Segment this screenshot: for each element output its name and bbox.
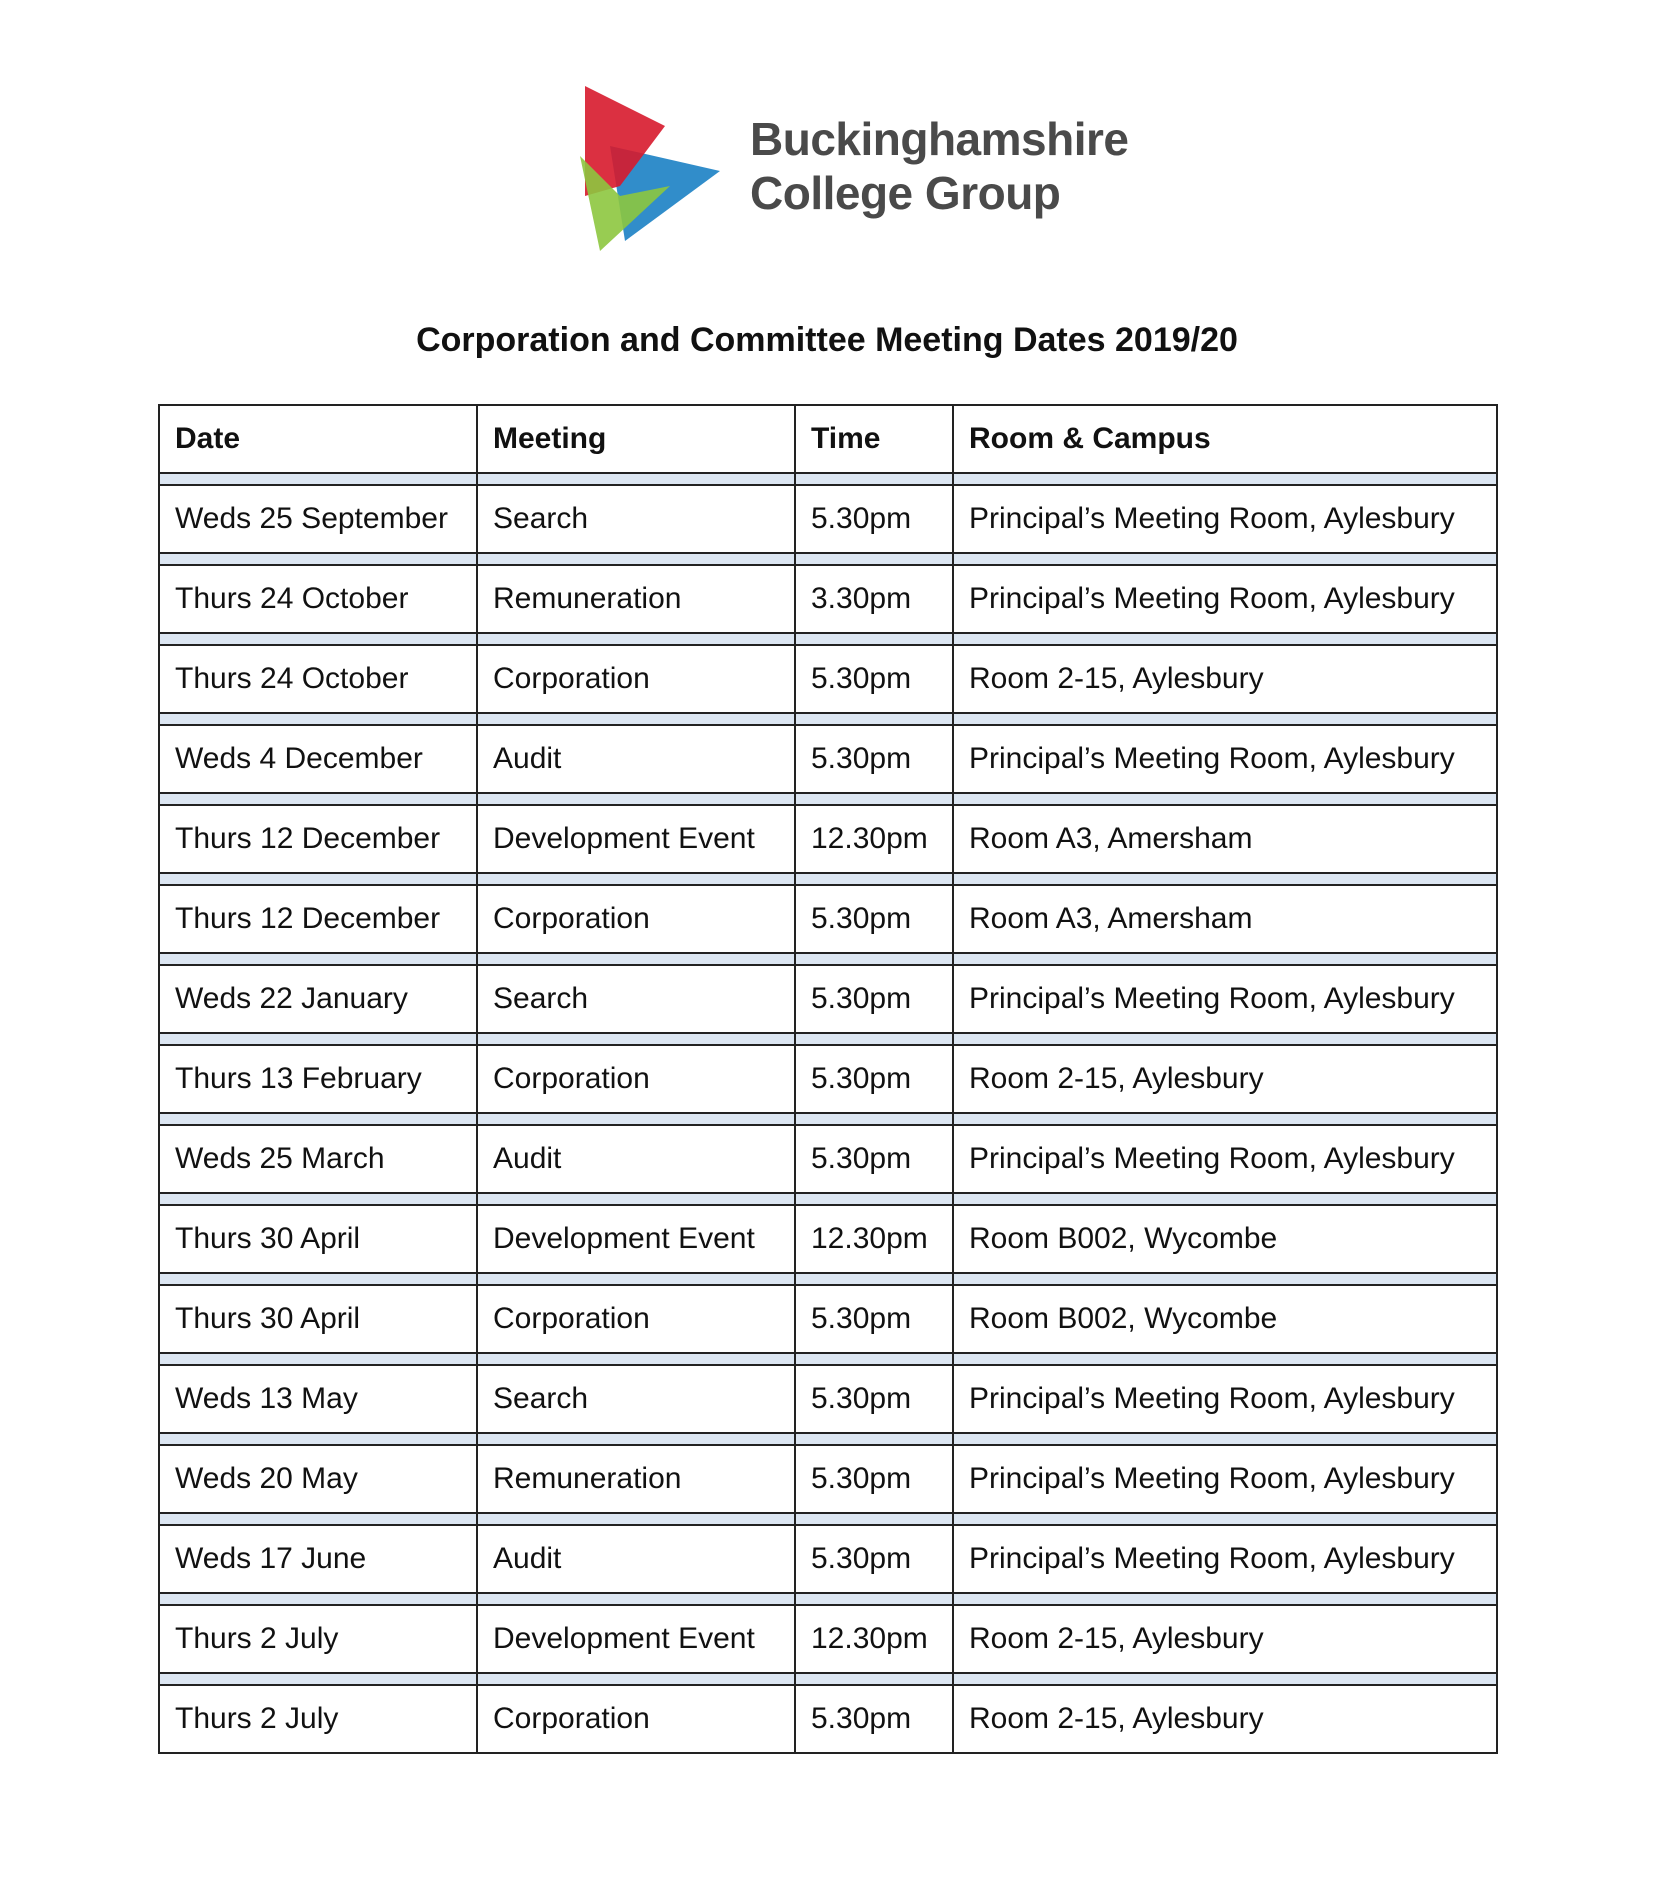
cell-time: 12.30pm <box>795 805 953 873</box>
cell-date: Thurs 30 April <box>159 1205 477 1273</box>
cell-meeting: Corporation <box>477 1045 795 1113</box>
divider-cell <box>795 1193 953 1205</box>
cell-meeting: Remuneration <box>477 1445 795 1513</box>
row-divider <box>159 1193 1497 1205</box>
cell-meeting: Audit <box>477 1125 795 1193</box>
cell-time: 5.30pm <box>795 885 953 953</box>
cell-room: Room B002, Wycombe <box>953 1205 1497 1273</box>
row-divider <box>159 873 1497 885</box>
cell-date: Thurs 2 July <box>159 1685 477 1753</box>
cell-time: 5.30pm <box>795 1445 953 1513</box>
divider-cell <box>159 1593 477 1605</box>
divider-cell <box>159 553 477 565</box>
row-divider <box>159 553 1497 565</box>
divider-cell <box>953 1113 1497 1125</box>
divider-cell <box>795 873 953 885</box>
table-row <box>159 1205 1497 1273</box>
divider-cell <box>953 873 1497 885</box>
table-body <box>159 473 1497 1753</box>
divider-cell <box>477 1433 795 1445</box>
divider-cell <box>795 1353 953 1365</box>
college-logo <box>580 86 1140 256</box>
table-row <box>159 1045 1497 1113</box>
cell-date: Weds 25 September <box>159 485 477 553</box>
meeting-dates-table <box>158 404 1498 1754</box>
divider-cell <box>795 953 953 965</box>
divider-cell <box>477 633 795 645</box>
divider-cell <box>477 1353 795 1365</box>
row-divider <box>159 473 1497 485</box>
cell-meeting: Corporation <box>477 1685 795 1753</box>
table-row <box>159 1285 1497 1353</box>
cell-room: Principal’s Meeting Room, Aylesbury <box>953 725 1497 793</box>
divider-cell <box>159 953 477 965</box>
header-room: Room & Campus <box>953 405 1497 473</box>
divider-cell <box>953 473 1497 485</box>
row-divider <box>159 1513 1497 1525</box>
cell-room: Room 2-15, Aylesbury <box>953 1685 1497 1753</box>
table-row <box>159 645 1497 713</box>
divider-cell <box>953 1193 1497 1205</box>
divider-cell <box>477 1513 795 1525</box>
table-row <box>159 1525 1497 1593</box>
cell-date: Thurs 12 December <box>159 885 477 953</box>
table-row <box>159 1445 1497 1513</box>
cell-time: 5.30pm <box>795 485 953 553</box>
divider-cell <box>795 1113 953 1125</box>
divider-cell <box>477 1113 795 1125</box>
divider-cell <box>795 1593 953 1605</box>
cell-time: 5.30pm <box>795 1525 953 1593</box>
cell-time: 12.30pm <box>795 1205 953 1273</box>
divider-cell <box>159 1033 477 1045</box>
divider-cell <box>953 1033 1497 1045</box>
divider-cell <box>159 1353 477 1365</box>
header-date: Date <box>159 405 477 473</box>
divider-cell <box>795 1033 953 1045</box>
divider-cell <box>477 953 795 965</box>
row-divider <box>159 1593 1497 1605</box>
divider-cell <box>477 1273 795 1285</box>
divider-cell <box>159 793 477 805</box>
row-divider <box>159 713 1497 725</box>
row-divider <box>159 633 1497 645</box>
divider-cell <box>477 1673 795 1685</box>
cell-meeting: Corporation <box>477 885 795 953</box>
cell-date: Weds 22 January <box>159 965 477 1033</box>
cell-meeting: Remuneration <box>477 565 795 633</box>
cell-date: Weds 13 May <box>159 1365 477 1433</box>
cell-time: 5.30pm <box>795 1285 953 1353</box>
logo-name-line1: Buckinghamshire <box>750 113 1129 165</box>
table-row <box>159 1605 1497 1673</box>
cell-meeting: Search <box>477 485 795 553</box>
cell-meeting: Corporation <box>477 1285 795 1353</box>
divider-cell <box>159 713 477 725</box>
cell-date: Thurs 12 December <box>159 805 477 873</box>
cell-time: 5.30pm <box>795 1365 953 1433</box>
cell-meeting: Development Event <box>477 1205 795 1273</box>
table-row <box>159 565 1497 633</box>
table-row <box>159 725 1497 793</box>
cell-room: Room 2-15, Aylesbury <box>953 1045 1497 1113</box>
divider-cell <box>953 953 1497 965</box>
cell-date: Thurs 24 October <box>159 565 477 633</box>
cell-room: Principal’s Meeting Room, Aylesbury <box>953 1125 1497 1193</box>
divider-cell <box>953 1353 1497 1365</box>
row-divider <box>159 953 1497 965</box>
cell-date: Thurs 2 July <box>159 1605 477 1673</box>
divider-cell <box>159 873 477 885</box>
divider-cell <box>953 713 1497 725</box>
cell-meeting: Audit <box>477 1525 795 1593</box>
cell-room: Principal’s Meeting Room, Aylesbury <box>953 565 1497 633</box>
row-divider <box>159 1673 1497 1685</box>
divider-cell <box>477 553 795 565</box>
cell-room: Room A3, Amersham <box>953 805 1497 873</box>
divider-cell <box>795 473 953 485</box>
row-divider <box>159 1033 1497 1045</box>
cell-room: Principal’s Meeting Room, Aylesbury <box>953 1445 1497 1513</box>
divider-cell <box>477 473 795 485</box>
cell-meeting: Corporation <box>477 645 795 713</box>
divider-cell <box>159 1113 477 1125</box>
cell-time: 5.30pm <box>795 1045 953 1113</box>
row-divider <box>159 1353 1497 1365</box>
cell-room: Room B002, Wycombe <box>953 1285 1497 1353</box>
cell-room: Principal’s Meeting Room, Aylesbury <box>953 485 1497 553</box>
cell-room: Room 2-15, Aylesbury <box>953 645 1497 713</box>
header-meeting: Meeting <box>477 405 795 473</box>
divider-cell <box>953 1673 1497 1685</box>
cell-date: Weds 4 December <box>159 725 477 793</box>
row-divider <box>159 1433 1497 1445</box>
divider-cell <box>159 633 477 645</box>
divider-cell <box>159 473 477 485</box>
divider-cell <box>477 1033 795 1045</box>
table-row <box>159 1685 1497 1753</box>
cell-time: 12.30pm <box>795 1605 953 1673</box>
divider-cell <box>795 1513 953 1525</box>
row-divider <box>159 1113 1497 1125</box>
cell-meeting: Development Event <box>477 805 795 873</box>
cell-date: Weds 17 June <box>159 1525 477 1593</box>
divider-cell <box>953 1513 1497 1525</box>
cell-date: Thurs 24 October <box>159 645 477 713</box>
table-row <box>159 485 1497 553</box>
divider-cell <box>953 793 1497 805</box>
divider-cell <box>953 1593 1497 1605</box>
table-row <box>159 805 1497 873</box>
cell-meeting: Development Event <box>477 1605 795 1673</box>
table-row <box>159 965 1497 1033</box>
row-divider <box>159 1273 1497 1285</box>
cell-time: 5.30pm <box>795 725 953 793</box>
cell-meeting: Audit <box>477 725 795 793</box>
table-row <box>159 885 1497 953</box>
cell-time: 3.30pm <box>795 565 953 633</box>
cell-room: Principal’s Meeting Room, Aylesbury <box>953 965 1497 1033</box>
divider-cell <box>159 1433 477 1445</box>
divider-cell <box>477 793 795 805</box>
cell-date: Weds 20 May <box>159 1445 477 1513</box>
header-time: Time <box>795 405 953 473</box>
cell-time: 5.30pm <box>795 965 953 1033</box>
divider-cell <box>953 1273 1497 1285</box>
table-row <box>159 1125 1497 1193</box>
divider-cell <box>953 553 1497 565</box>
divider-cell <box>795 633 953 645</box>
cell-date: Thurs 13 February <box>159 1045 477 1113</box>
document-title: Corporation and Committee Meeting Dates 2019/20 <box>416 321 1238 359</box>
table-row <box>159 1365 1497 1433</box>
divider-cell <box>159 1673 477 1685</box>
divider-cell <box>477 1593 795 1605</box>
cell-time: 5.30pm <box>795 1125 953 1193</box>
triangle-logo-icon <box>580 86 730 256</box>
divider-cell <box>795 1273 953 1285</box>
cell-time: 5.30pm <box>795 1685 953 1753</box>
divider-cell <box>159 1273 477 1285</box>
divider-cell <box>953 633 1497 645</box>
divider-cell <box>795 553 953 565</box>
row-divider <box>159 793 1497 805</box>
cell-meeting: Search <box>477 965 795 1033</box>
cell-room: Principal’s Meeting Room, Aylesbury <box>953 1365 1497 1433</box>
divider-cell <box>477 1193 795 1205</box>
cell-meeting: Search <box>477 1365 795 1433</box>
divider-cell <box>795 793 953 805</box>
cell-date: Thurs 30 April <box>159 1285 477 1353</box>
logo-wordmark <box>750 112 1129 220</box>
divider-cell <box>159 1513 477 1525</box>
cell-room: Principal’s Meeting Room, Aylesbury <box>953 1525 1497 1593</box>
divider-cell <box>795 1673 953 1685</box>
divider-cell <box>795 1433 953 1445</box>
cell-time: 5.30pm <box>795 645 953 713</box>
divider-cell <box>159 1193 477 1205</box>
table-header-row <box>159 405 1497 473</box>
cell-room: Room 2-15, Aylesbury <box>953 1605 1497 1673</box>
logo-name-line2: College Group <box>750 167 1061 219</box>
divider-cell <box>477 713 795 725</box>
cell-date: Weds 25 March <box>159 1125 477 1193</box>
divider-cell <box>477 873 795 885</box>
cell-room: Room A3, Amersham <box>953 885 1497 953</box>
divider-cell <box>795 713 953 725</box>
divider-cell <box>953 1433 1497 1445</box>
